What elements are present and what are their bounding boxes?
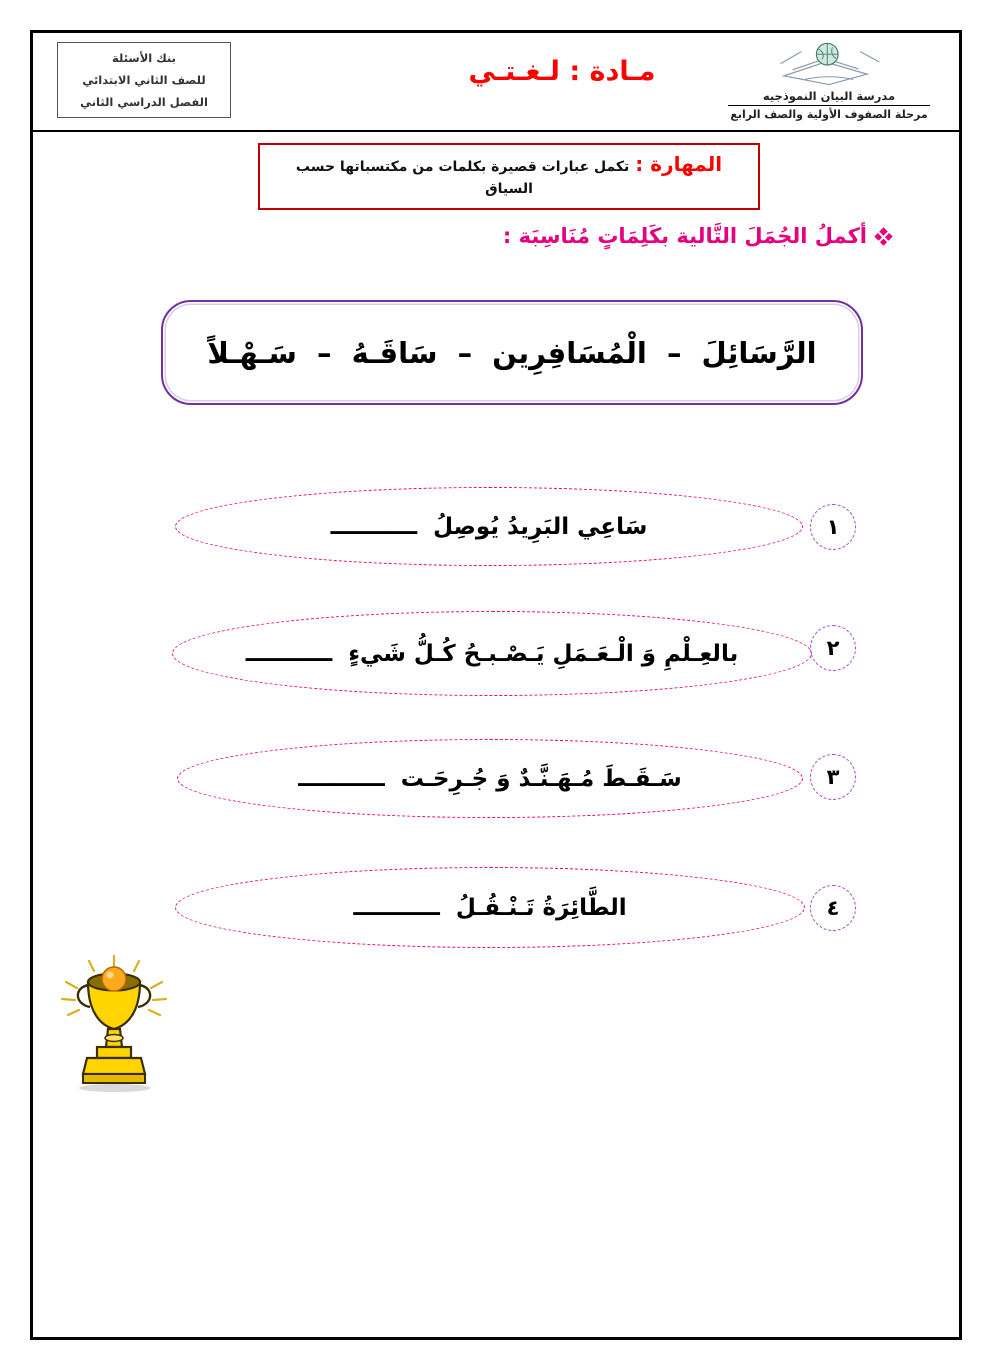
question-text: سَـقَـطَ مُـهَـنَّـدٌ وَ جُـرِحَـت — [400, 765, 682, 792]
answer-blank: ـــــــــــ — [353, 894, 440, 921]
school-divider — [728, 105, 930, 106]
school-block — [724, 36, 934, 121]
question-oval-3 — [177, 739, 803, 818]
question-oval-1 — [175, 487, 803, 566]
diamond-bullet-icon — [874, 227, 892, 245]
question-bank-box — [57, 42, 231, 118]
instruction-text: أكملُ الجُمَلَ التَّالية بكَلِمَاتٍ مُنَاسِبَة : — [502, 224, 867, 248]
skill-text: تكمل عبارات قصيرة بكلمات من مكتسباتها حسب السياق — [295, 159, 630, 198]
skill-label: المهارة : — [635, 152, 723, 176]
question-number-4: ٤ — [810, 885, 856, 931]
question-oval-2 — [172, 611, 812, 696]
subject-title: مـادة : لـغـتـي — [468, 56, 656, 87]
question-bank-line2: للصف الثاني الابتدائي — [82, 73, 206, 87]
question-bank-line3: الفصل الدراسي الثاني — [80, 95, 208, 109]
trophy-icon — [58, 952, 170, 1100]
question-number-2: ٢ — [810, 625, 856, 671]
answer-blank: ـــــــــــ — [298, 765, 385, 792]
school-logo-icon — [765, 36, 893, 88]
instruction-line — [503, 224, 890, 248]
header-rule — [33, 130, 959, 132]
word-bank: الرَّسَائِلَ – الْمُسَافِرِين – سَاقَـهُ – سَـهْـلاً — [161, 300, 863, 405]
school-name: مدرسة البيان النموذجيه — [762, 89, 896, 103]
question-number-3: ٣ — [810, 754, 856, 800]
question-text: الطَّائِرَةُ تَـنْـقُـلُ — [455, 894, 627, 921]
question-number-1: ١ — [810, 504, 856, 550]
question-oval-4 — [175, 867, 805, 948]
question-text: بالعِـلْمِ وَ الْـعَـمَلِ يَـصْـبـحُ كُـلُّ شَيءٍ — [348, 640, 739, 667]
answer-blank: ـــــــــــ — [330, 513, 418, 540]
school-stage: مرحلة الصفوف الأولية والصف الرابع — [730, 108, 928, 121]
skill-box — [258, 143, 760, 210]
question-text: سَاعِي البَرِيدُ يُوصِلُ — [433, 513, 648, 540]
answer-blank: ـــــــــــ — [245, 640, 333, 667]
question-bank-line1: بنك الأسئلة — [112, 51, 176, 65]
